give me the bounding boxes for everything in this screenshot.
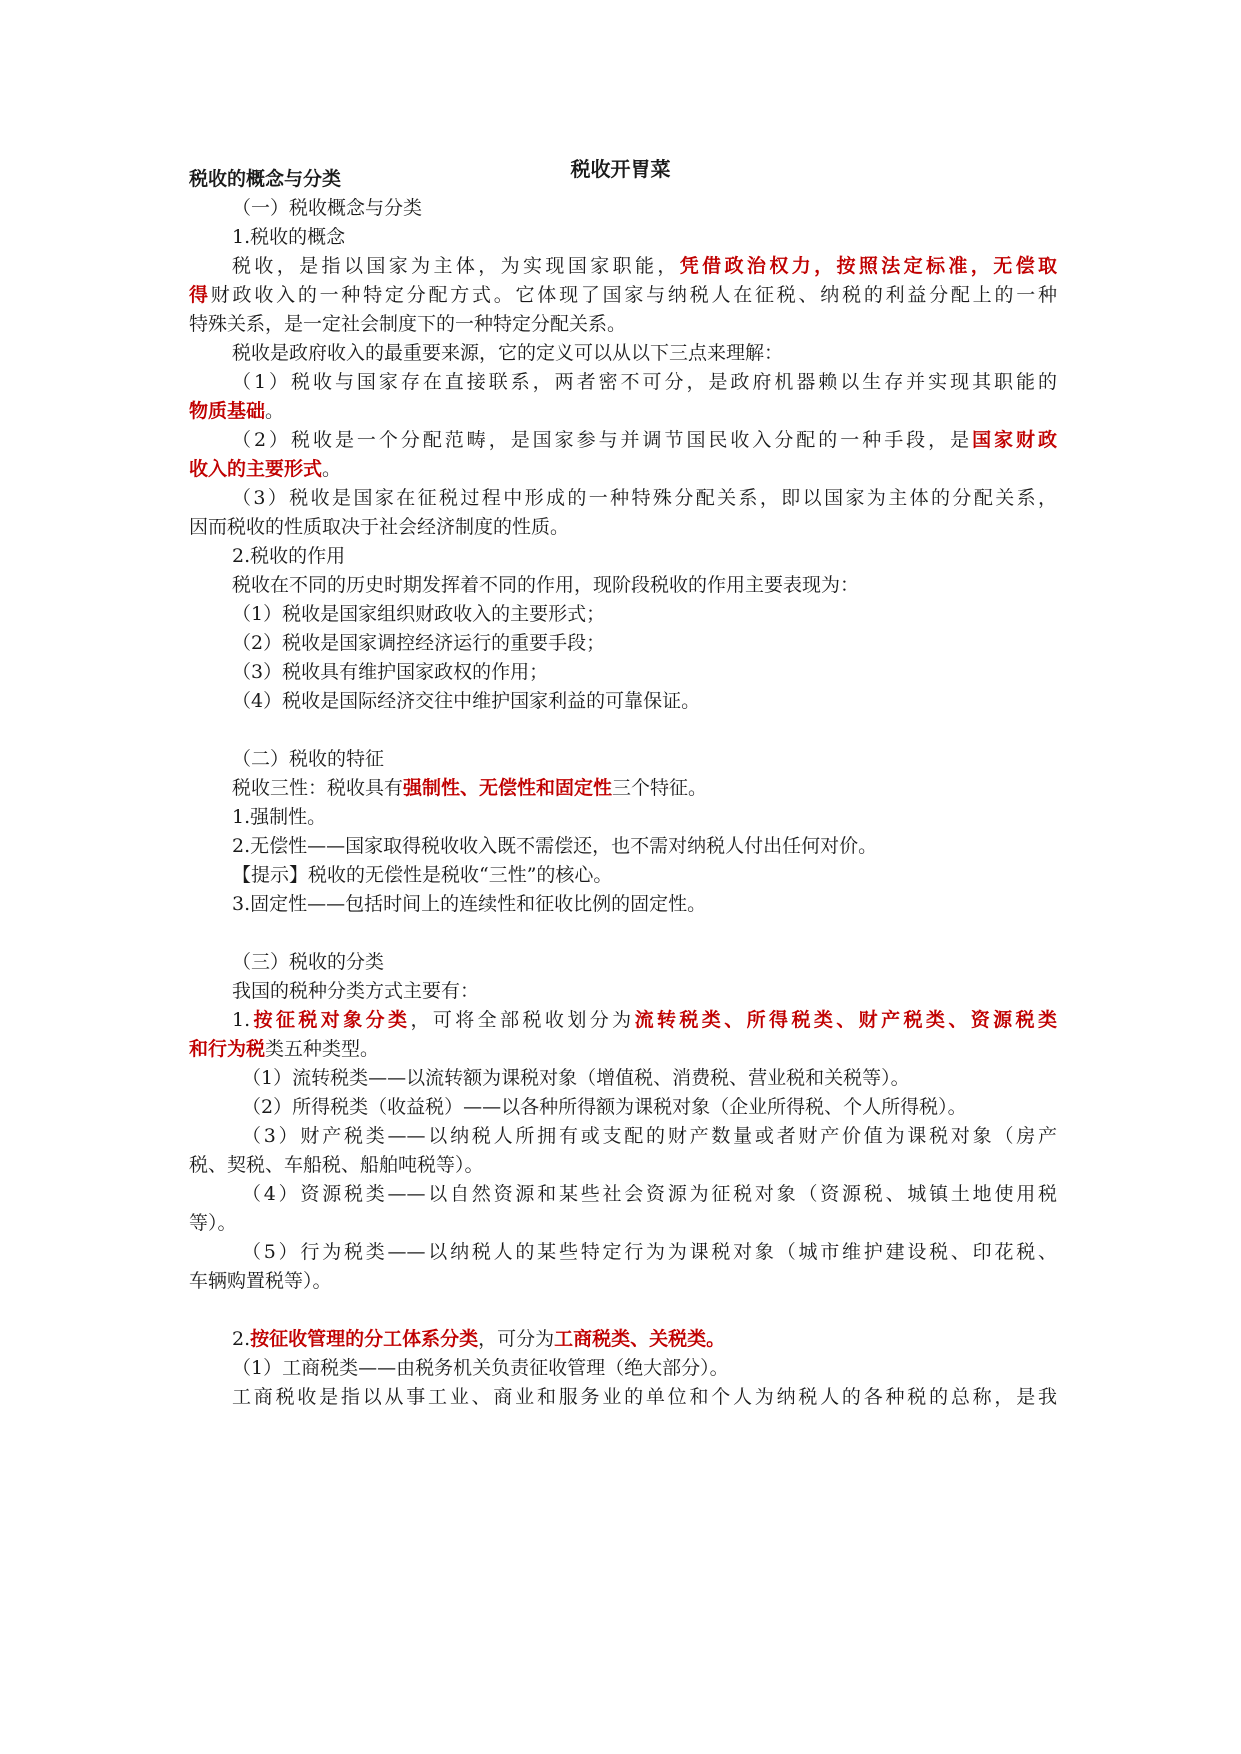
text-run: 财政收入的一种特定分配方式。它体现了国家与纳税人在征税、纳税的利益分配上的一种 — [210, 284, 1057, 306]
section-title: （一）税收概念与分类 — [232, 197, 423, 219]
highlight-text: 收入的主要形式 — [189, 458, 323, 480]
list-item: （3）财产税类——以纳税人所拥有或支配的财产数量或者财产价值为课税对象（房产 — [242, 1125, 1057, 1147]
highlight-text: 凭借政治权力，按照法定标准，无偿取 — [679, 255, 1057, 277]
highlight-text: 和行为税 — [189, 1038, 266, 1060]
highlight-text: 按征税对象分类 — [250, 1009, 411, 1031]
tip-note: 【提示】税收的无偿性是税收“三性”的核心。 — [232, 864, 613, 886]
list-item-continuation: 车辆购置税等）。 — [189, 1270, 332, 1292]
list-item — [232, 428, 1057, 452]
list-item: （2）税收是国家调控经济运行的重要手段； — [232, 632, 606, 654]
page-title: 税收开胃菜 — [570, 157, 671, 181]
text-run: 类五种类型。 — [265, 1038, 380, 1060]
subsection-title: 2.税收的作用 — [232, 545, 346, 567]
text-run: 。 — [265, 400, 285, 422]
text-run: 1. — [232, 1009, 251, 1031]
paragraph-line: 税收是政府收入的最重要来源，它的定义可以从以下三点来理解： — [232, 342, 784, 364]
list-item-continuation: 等）。 — [189, 1212, 237, 1234]
paragraph-line: 特殊关系，是一定社会制度下的一种特定分配关系。 — [189, 313, 627, 335]
paragraph-line — [232, 776, 1057, 800]
subsection-title: 1.税收的概念 — [232, 226, 346, 248]
highlight-text: 物质基础 — [189, 400, 266, 422]
list-item: （3）税收具有维护国家政权的作用； — [232, 661, 549, 683]
text-run: ，可分为 — [478, 1328, 555, 1350]
section-title: （二）税收的特征 — [232, 748, 385, 770]
paragraph-line: 工商税收是指以从事工业、商业和服务业的单位和个人为纳税人的各种税的总称，是我 — [232, 1386, 1057, 1408]
section-title: （三）税收的分类 — [232, 951, 385, 973]
paragraph-line: 税收在不同的历史时期发挥着不同的作用，现阶段税收的作用主要表现为： — [232, 574, 860, 596]
list-item: （4）资源税类——以自然资源和某些社会资源为征税对象（资源税、城镇土地使用税 — [242, 1183, 1057, 1205]
text-run: 2. — [232, 1328, 251, 1350]
list-item — [232, 1008, 1057, 1032]
highlight-text: 工商税类、关税类。 — [554, 1328, 726, 1350]
list-item: （2）所得税类（收益税）——以各种所得额为课税对象（企业所得税、个人所得税）。 — [242, 1096, 967, 1118]
list-item: （5）行为税类——以纳税人的某些特定行为为课税对象（城市维护建设税、印花税、 — [242, 1241, 1057, 1263]
paragraph-line: 我国的税种分类方式主要有： — [232, 980, 480, 1002]
text-run: 三个特征。 — [612, 777, 708, 799]
list-item-continuation: 税、契税、车船税、船舶吨税等）。 — [189, 1154, 484, 1176]
text-run: 税收三性：税收具有 — [232, 777, 404, 799]
paragraph-line — [232, 254, 1057, 278]
list-item-continuation: 因而税收的性质取决于社会经济制度的性质。 — [189, 516, 570, 538]
list-item: （1）税收是国家组织财政收入的主要形式； — [232, 603, 606, 625]
highlight-text: 流转税类、所得税类、财产税类、资源税类 — [634, 1009, 1057, 1031]
text-run: ，可将全部税收划分为 — [410, 1009, 635, 1031]
text-run: 。 — [322, 458, 342, 480]
list-item — [232, 1327, 1057, 1351]
list-item-continuation — [189, 1037, 1057, 1061]
highlight-text: 强制性、无偿性和固定性 — [403, 777, 613, 799]
highlight-text: 按征收管理的分工体系分类 — [250, 1328, 479, 1350]
text-run: （2）税收是一个分配范畴，是国家参与并调节国民收入分配的一种手段，是 — [232, 429, 973, 451]
list-item: （1）工商税类——由税务机关负责征收管理（绝大部分）。 — [232, 1357, 729, 1379]
list-item: 3.固定性——包括时间上的连续性和征收比例的固定性。 — [232, 893, 707, 915]
list-item: 1.强制性。 — [232, 806, 327, 828]
text-run: 税收，是指以国家为主体，为实现国家职能， — [232, 255, 680, 277]
chapter-heading: 税收的概念与分类 — [189, 168, 342, 190]
highlight-text: 得 — [189, 284, 211, 306]
list-item-continuation — [189, 399, 1057, 423]
list-item: （3）税收是国家在征税过程中形成的一种特殊分配关系，即以国家为主体的分配关系， — [232, 487, 1057, 509]
list-item: 2.无偿性——国家取得税收收入既不需偿还，也不需对纳税人付出任何对价。 — [232, 835, 878, 857]
list-item: （4）税收是国际经济交往中维护国家利益的可靠保证。 — [232, 690, 701, 712]
list-item: （1）税收与国家存在直接联系，两者密不可分，是政府机器赖以生存并实现其职能的 — [232, 371, 1057, 393]
list-item-continuation — [189, 457, 1057, 481]
highlight-text: 国家财政 — [972, 429, 1057, 451]
paragraph-line — [189, 283, 1057, 307]
list-item: （1）流转税类——以流转额为课税对象（增值税、消费税、营业税和关税等）。 — [242, 1067, 910, 1089]
